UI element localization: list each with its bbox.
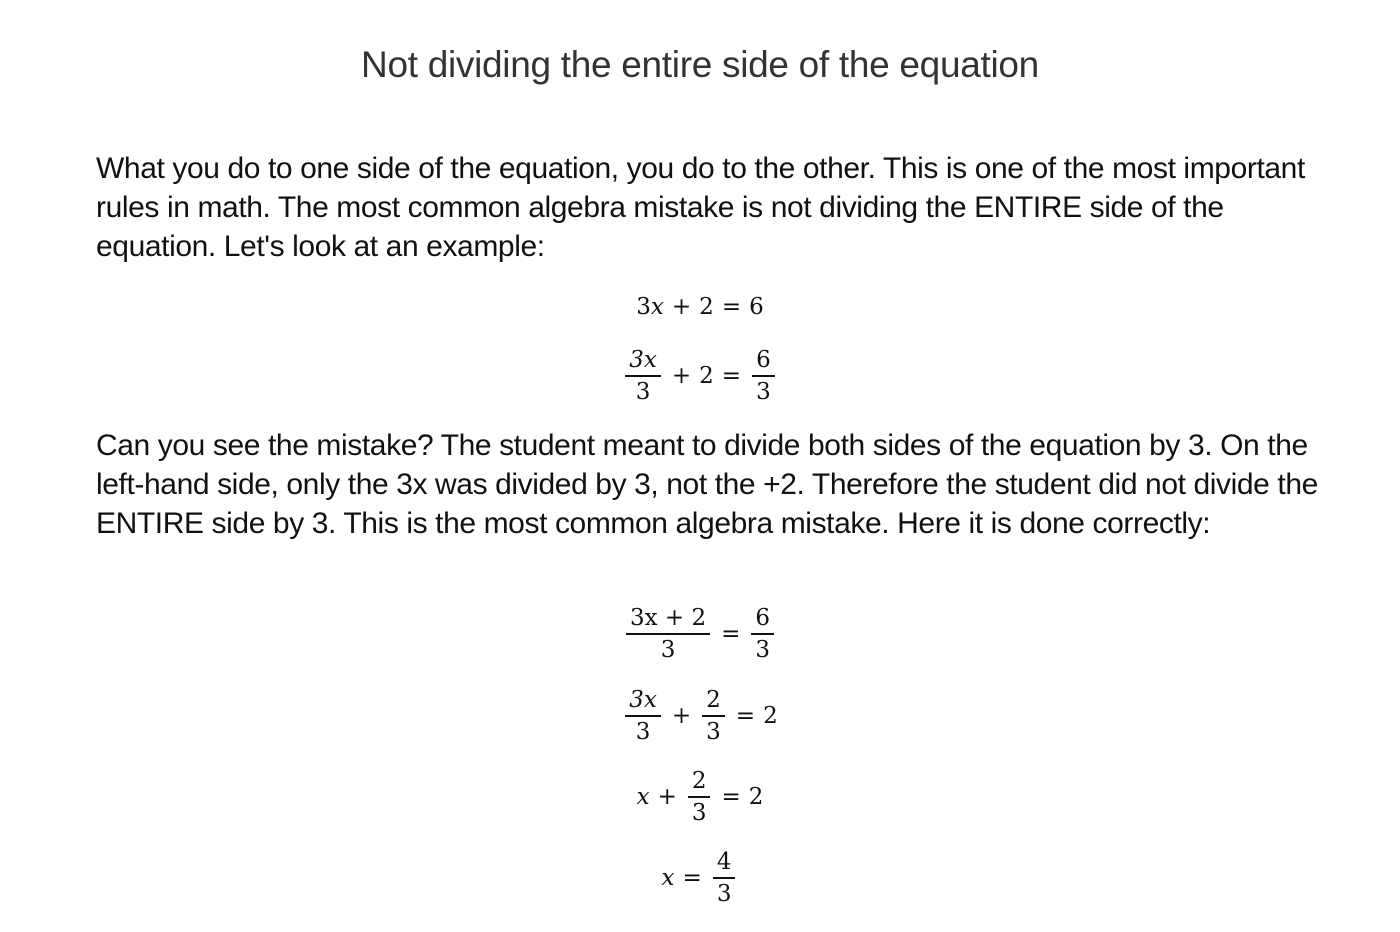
equation-wrong-1	[0, 290, 1400, 324]
eq-var: x	[636, 784, 650, 810]
fraction	[626, 603, 710, 665]
equals-sign: =	[735, 703, 756, 729]
plus-sign: +	[671, 294, 692, 320]
equation-correct-3	[0, 765, 1400, 829]
eq-coef: 3	[636, 294, 651, 320]
eq-rhs: 6	[749, 294, 764, 320]
eq-var: x	[661, 865, 675, 891]
fraction-denominator: 3	[635, 718, 651, 745]
fraction	[688, 766, 711, 828]
fraction-denominator: 3	[691, 799, 707, 826]
intro-paragraph: What you do to one side of the equation, you do to the other. This is one of the most important rules in math. The most common algebra mistake is not dividing the ENTIRE side of the equation. Let's look at an example:	[96, 152, 1305, 263]
fraction-denominator: 3	[660, 636, 676, 663]
fraction-denominator: 3	[716, 880, 732, 907]
fraction-denominator: 3	[635, 378, 651, 405]
equals-sign: =	[721, 784, 741, 810]
fraction-denominator: 3	[706, 718, 721, 745]
plus-sign: +	[671, 703, 692, 729]
equation-correct-2	[0, 684, 1400, 748]
plus-sign: +	[671, 363, 692, 389]
explanation-paragraph: Can you see the mistake? The student meant to divide both sides of the equation by 3. On the left-hand side, only the 3x was divided by 3, not the +2. Therefore the student did not divide the ENTIRE side by 3. This is the most common algebra mistake. Here it is done correctly:	[96, 429, 1318, 540]
fraction	[713, 847, 736, 909]
equals-sign: =	[721, 294, 742, 320]
fraction-numerator: 3x + 2	[629, 605, 707, 632]
fraction	[752, 345, 775, 407]
fraction-numerator: 6	[755, 605, 771, 632]
equation-wrong-2	[0, 344, 1400, 408]
fraction-numerator: 4	[716, 849, 732, 876]
fraction-numerator: 2	[691, 768, 707, 795]
eq-rhs: 2	[748, 784, 764, 810]
eq-rhs: 2	[763, 703, 778, 729]
plus-sign: +	[657, 784, 677, 810]
equals-sign: =	[721, 363, 742, 389]
fraction-denominator: 3	[756, 378, 771, 405]
fraction-numerator: 2	[706, 687, 721, 714]
equation-correct-1	[0, 602, 1400, 666]
fraction	[625, 345, 661, 407]
equation-correct-4	[0, 846, 1400, 910]
equals-sign: =	[721, 621, 741, 647]
fraction	[751, 603, 774, 665]
fraction-numerator: 3x	[629, 687, 657, 714]
fraction-denominator: 3	[755, 636, 771, 663]
eq-var: x	[650, 294, 664, 320]
fraction	[702, 685, 725, 747]
eq-constant: 2	[699, 363, 714, 389]
fraction-numerator: 3x	[629, 347, 657, 374]
page-title: Not dividing the entire side of the equation	[361, 44, 1039, 85]
fraction	[625, 685, 661, 747]
eq-constant: 2	[699, 294, 714, 320]
equals-sign: =	[682, 865, 702, 891]
fraction-numerator: 6	[756, 347, 771, 374]
